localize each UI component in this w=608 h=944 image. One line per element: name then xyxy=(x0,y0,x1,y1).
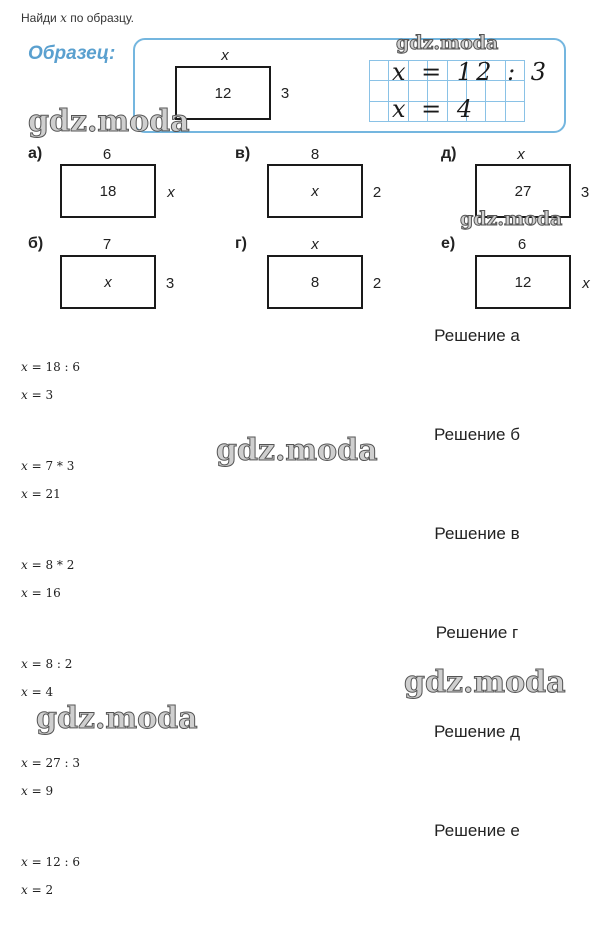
sample-solution-line2: x = 4 xyxy=(392,95,477,123)
solution-e-line1: x = 12 : 6 xyxy=(21,855,81,869)
sample-side-label: 3 xyxy=(280,85,290,102)
problem-g-area: 8 xyxy=(310,273,320,291)
watermark: gdz.moda xyxy=(36,701,198,736)
problem-a-area: 18 xyxy=(99,182,117,200)
solution-e-title: Решение е xyxy=(434,821,520,840)
problem-b-rectangle xyxy=(60,255,156,309)
problem-e-side: x xyxy=(582,275,590,292)
problem-d-letter: д) xyxy=(441,145,457,162)
problem-b-area: x xyxy=(104,273,112,291)
solution-b-title: Решение б xyxy=(434,425,520,444)
solution-v-line1: x = 8 * 2 xyxy=(21,558,75,572)
solution-e-line2: x = 2 xyxy=(21,883,54,897)
problem-d-top: x xyxy=(517,146,525,163)
watermark: gdz.moda xyxy=(460,208,563,230)
problem-a-letter: а) xyxy=(28,145,43,162)
problem-a-top: 6 xyxy=(102,146,112,163)
solution-d-title: Решение д xyxy=(433,722,521,741)
problem-g-side: 2 xyxy=(372,275,382,292)
problem-e-top: 6 xyxy=(517,236,527,253)
problem-v-rectangle xyxy=(267,164,363,218)
problem-v-side: 2 xyxy=(372,184,382,201)
problem-d-area: 27 xyxy=(514,182,532,200)
watermark: gdz.moda xyxy=(28,104,190,139)
problem-b-top: 7 xyxy=(102,236,112,253)
solution-v-title: Решение в xyxy=(434,524,520,543)
problem-e-area: 12 xyxy=(514,273,532,291)
solution-g-title: Решение г xyxy=(435,623,519,642)
solution-a-line1: x = 18 : 6 xyxy=(21,360,81,374)
watermark: gdz.moda xyxy=(404,665,566,700)
solution-b-line1: x = 7 * 3 xyxy=(21,459,75,473)
instruction-text: Найди x по образцу. xyxy=(21,11,134,25)
problem-v-area: x xyxy=(311,182,319,200)
problem-v-letter: в) xyxy=(235,145,251,162)
problem-b-letter: б) xyxy=(28,235,44,252)
problem-g-top: x xyxy=(311,236,319,253)
sample-area: 12 xyxy=(214,84,232,102)
solution-a-line2: x = 3 xyxy=(21,388,54,402)
solution-b-line2: x = 21 xyxy=(21,487,61,501)
solution-v-line2: x = 16 xyxy=(21,586,61,600)
solution-g-line2: x = 4 xyxy=(21,685,54,699)
watermark: gdz.moda xyxy=(216,433,378,468)
problem-b-side: 3 xyxy=(165,275,175,292)
solution-g-line1: x = 8 : 2 xyxy=(21,657,73,671)
sample-top-label: x xyxy=(221,47,229,64)
problem-g-letter: г) xyxy=(235,235,247,252)
problem-a-rectangle xyxy=(60,164,156,218)
sample-solution-line1: x = 12 : 3 xyxy=(392,58,551,86)
sample-label: Образец: xyxy=(28,43,116,64)
problem-g-rectangle xyxy=(267,255,363,309)
problem-a-side: x xyxy=(167,184,175,201)
watermark: gdz.moda xyxy=(396,32,499,54)
solution-d-line1: x = 27 : 3 xyxy=(21,756,81,770)
problem-e-rectangle xyxy=(475,255,571,309)
problem-e-letter: е) xyxy=(441,235,456,252)
solution-a-title: Решение а xyxy=(434,326,520,345)
solution-d-line2: x = 9 xyxy=(21,784,54,798)
problem-d-side: 3 xyxy=(580,184,590,201)
problem-v-top: 8 xyxy=(310,146,320,163)
